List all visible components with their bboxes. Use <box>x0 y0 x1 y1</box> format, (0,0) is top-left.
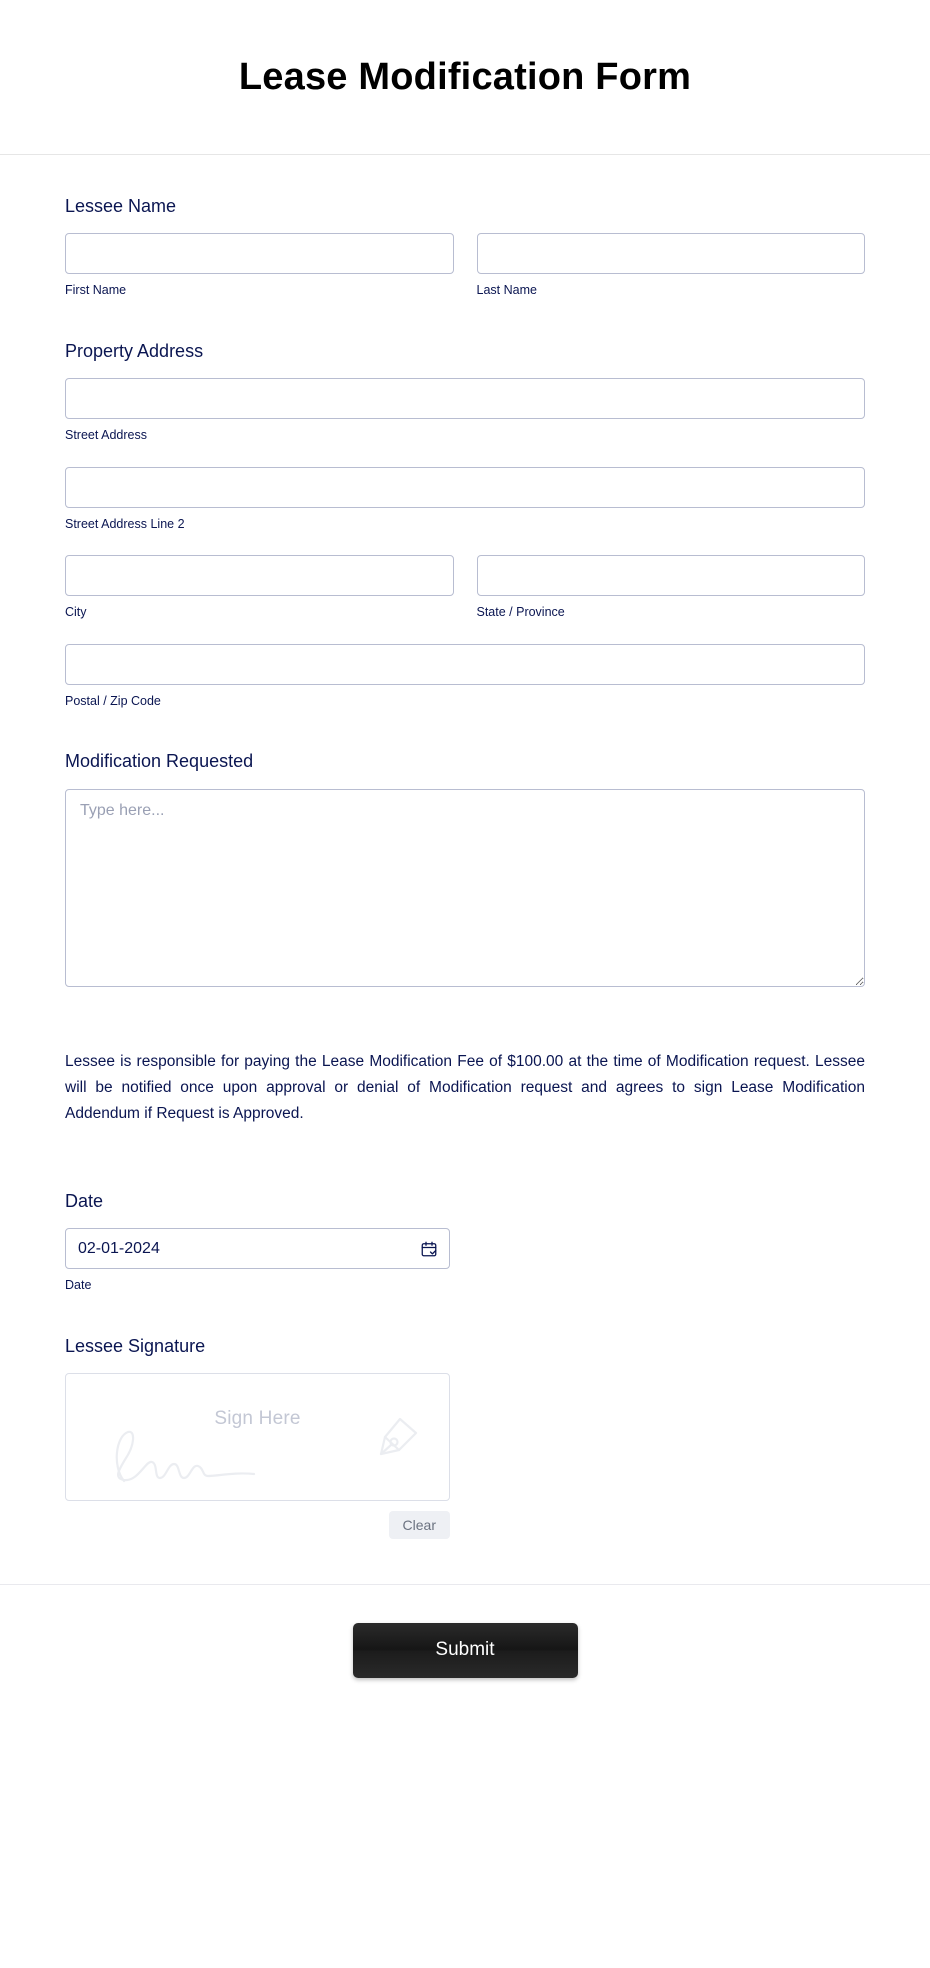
field-property-address <box>65 340 865 710</box>
field-label-modification-requested: Modification Requested <box>65 751 254 772</box>
page-title: Lease Modification Form <box>238 55 692 98</box>
last-name-input[interactable] <box>477 233 866 274</box>
legal-disclaimer-text: Lessee is responsible for paying the Lease Modification Fee of $100.00 at the time of Modification request. Lessee will be notified once upon approval or denial of Modification request and agrees to sign Lease Modification Addendum if Request is Approved. <box>65 1052 865 1123</box>
field-lessee-name <box>65 195 865 300</box>
field-lessee-signature <box>65 1335 865 1539</box>
signature-clear-row <box>65 1511 450 1539</box>
first-name-input[interactable] <box>65 233 454 274</box>
state-province-sublabel: State / Province <box>476 605 565 620</box>
date-sublabel: Date <box>65 1278 92 1293</box>
field-label-lessee-name: Lessee Name <box>65 196 177 216</box>
street-address-sublabel: Street Address <box>65 428 147 443</box>
signature-scribble-icon <box>94 1426 324 1491</box>
city-column <box>65 555 454 622</box>
city-state-row <box>65 555 865 622</box>
form-body <box>0 155 930 1539</box>
signature-hint-text: Sign Here <box>214 1407 301 1429</box>
state-column <box>477 555 866 622</box>
date-input-wrapper <box>65 1228 450 1269</box>
pen-nib-icon <box>373 1416 419 1463</box>
field-label-date: Date <box>65 1190 104 1211</box>
form-footer <box>0 1584 930 1678</box>
field-label-lessee-signature: Lessee Signature <box>65 1335 206 1356</box>
date-input[interactable] <box>65 1228 450 1269</box>
street-address-row <box>65 378 865 445</box>
clear-signature-button[interactable]: Clear <box>389 1511 450 1539</box>
postal-code-input[interactable] <box>65 644 865 685</box>
postal-code-row <box>65 644 865 711</box>
state-province-input[interactable] <box>477 555 866 596</box>
postal-code-sublabel: Postal / Zip Code <box>65 693 161 708</box>
field-modification-requested <box>65 750 865 986</box>
street-address-2-sublabel: Street Address Line 2 <box>65 516 185 531</box>
modification-requested-textarea[interactable] <box>65 789 865 987</box>
last-name-sublabel: Last Name <box>476 283 537 298</box>
field-date <box>65 1190 865 1295</box>
city-sublabel: City <box>65 605 87 620</box>
first-name-sublabel: First Name <box>65 283 127 298</box>
first-name-column <box>65 233 454 300</box>
signature-pad[interactable] <box>65 1373 450 1501</box>
lessee-name-row <box>65 233 865 300</box>
submit-button[interactable]: Submit <box>353 1623 578 1678</box>
street-address-2-row <box>65 467 865 534</box>
city-input[interactable] <box>65 555 454 596</box>
street-address-input[interactable] <box>65 378 865 419</box>
last-name-column <box>477 233 866 300</box>
form-header <box>0 0 930 155</box>
field-label-property-address: Property Address <box>65 340 204 361</box>
street-address-2-input[interactable] <box>65 467 865 508</box>
